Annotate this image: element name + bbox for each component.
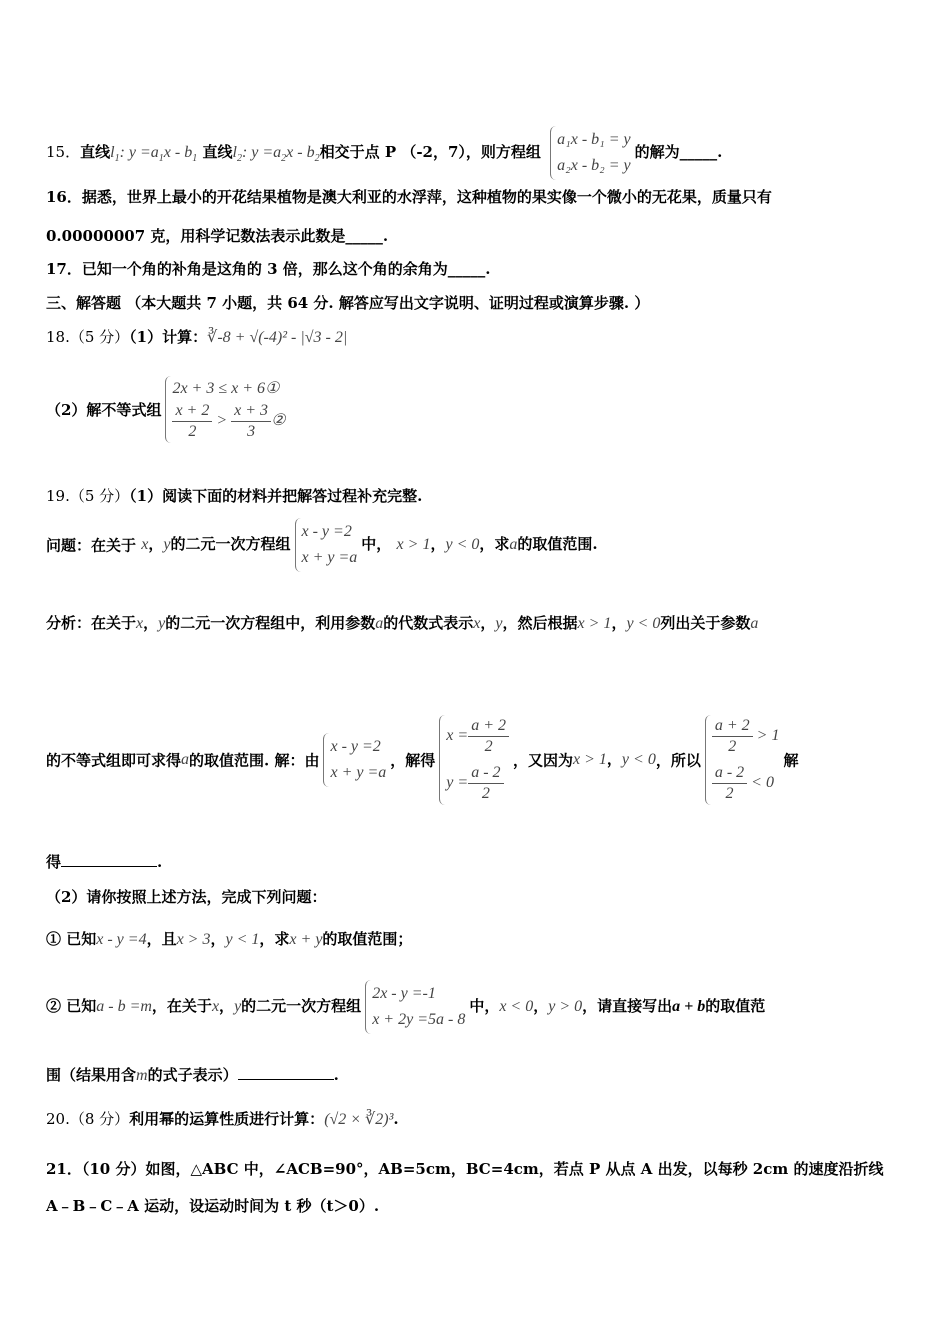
q18-expression: ∛-8 + √(-4)² - |√3 - 2| — [207, 329, 348, 346]
q19-part2: （2）请你按照上述方法，完成下列问题： — [46, 888, 327, 906]
q20-number: 20. — [46, 1110, 70, 1128]
q19-result-line: 得 . — [46, 853, 163, 871]
q18-part2: （2）解不等式组 — [46, 401, 162, 419]
q15-answer-blank: 的解为_____. — [634, 143, 723, 161]
q19-sub2: ② 已知a - b =m，在关于x，y的二元一次方程组 2x - y =-1 x + 2y =5a - 8 中，x < 0，y > 0，请直接写出a + b的取值范 — [46, 980, 765, 1034]
q21-line1: 21．（10 分）如图，△ABC 中，∠ACB=90°，AB=5cm，BC=4cm，若点 P 从点 A 出发，以每秒 2cm 的速度沿折线 — [46, 1160, 884, 1178]
q18-line1 — [46, 326, 347, 347]
q19-inequality-system: $\frac{a + 2}{2}$ > 1 $\frac{a - 2}{2}$ < 0 — [705, 715, 780, 805]
q19-part1: （1）阅读下面的材料并把解答过程补充完整. — [129, 487, 423, 505]
q17-line: 17．已知一个角的补角是这角的 3 倍，那么这个角的余角为_____. — [46, 260, 491, 278]
q18-number: 18. — [46, 328, 70, 346]
q19-system-a: x - y =2 x + y =a — [295, 518, 358, 572]
q19-number: 19. — [46, 487, 70, 505]
q19-sub2-blank — [238, 1065, 334, 1080]
q15-text2: 直线 — [202, 143, 233, 161]
q21-line2: A﹣B﹣C﹣A 运动，设运动时间为 t 秒（t＞0）. — [46, 1197, 380, 1215]
q18-inequality-system: 2x + 3 ≤ x + 6① $\frac{x + 2}{2}$ > $\frac{x + 3}{3}$ ② — [165, 376, 285, 443]
line1-label: $l_1$: $y =a_1x - b_1$ — [110, 144, 198, 165]
q19-answer-blank — [61, 852, 157, 867]
q15-line — [46, 126, 722, 180]
q20-points: （8 分） — [69, 1110, 130, 1128]
q19-system-given: x - y =2 x + y =a — [323, 733, 386, 787]
q19-solution-system: x = $\frac{a + 2}{2}$ y = $\frac{a - 2}{2}$ — [439, 715, 509, 805]
section-3-heading: 三、解答题 （本大题共 7 小题，共 64 分. 解答应写出文字说明、证明过程或演算步骤. ） — [46, 294, 650, 312]
q19-analysis-line: 分析：在关于x，y的二元一次方程组中，利用参数a的代数式表示x，y，然后根据x > 1，y < 0列出关于参数a — [46, 614, 759, 632]
q18-line2 — [46, 376, 289, 443]
q19-solution-line: 的不等式组即可求得a的取值范围. 解：由 x - y =2 x + y =a ，解得 x = $\frac{a + 2}{2}$ y = $\frac{a - 2}{2}$ ，又因为x > 1，y < 0，所以 $\frac{a + 2}{2}$ > 1 $\frac{a - 2}{2}$ < 0 解 — [46, 715, 798, 805]
q15-number: 15． — [46, 143, 81, 161]
q19-line1 — [46, 485, 422, 506]
q15-equation-system: a₁x - b₁ = y a₂x - b₂ = y — [550, 126, 630, 180]
q15-text3: 相交于点 P （-2，7），则方程组 — [319, 143, 541, 161]
q20-expression: (√2 × ∛2)³ — [324, 1111, 394, 1128]
q19-sub2-cont: 围（结果用含m的式子表示） . — [46, 1066, 339, 1084]
q18-points: （5 分） — [69, 328, 130, 346]
q20-line: 20.（8 分）利用幂的运算性质进行计算：(√2 × ∛2)³. — [46, 1110, 399, 1128]
q19-problem-line: 问题：在关于 x，y的二元一次方程组 x - y =2 x + y =a 中， x > 1，y < 0，求a的取值范围. — [46, 518, 598, 572]
q19-sub1: ① 已知x - y =4，且x > 3，y < 1，求x + y的取值范围； — [46, 930, 413, 948]
q19-points: （5 分） — [69, 487, 130, 505]
line2-label: $l_2$: $y =a_2x - b_2$ — [232, 144, 320, 165]
q16-line2: 0.00000007 克，用科学记数法表示此数是_____. — [46, 227, 389, 245]
q19-system-b: 2x - y =-1 x + 2y =5a - 8 — [365, 980, 465, 1034]
q18-part1: （1）计算： — [129, 328, 208, 346]
q16-line1: 16．据悉，世界上最小的开花结果植物是澳大利亚的水浮萍，这种植物的果实像一个微小的无花果，质量只有 — [46, 188, 772, 206]
q15-text1: 直线 — [80, 143, 111, 161]
